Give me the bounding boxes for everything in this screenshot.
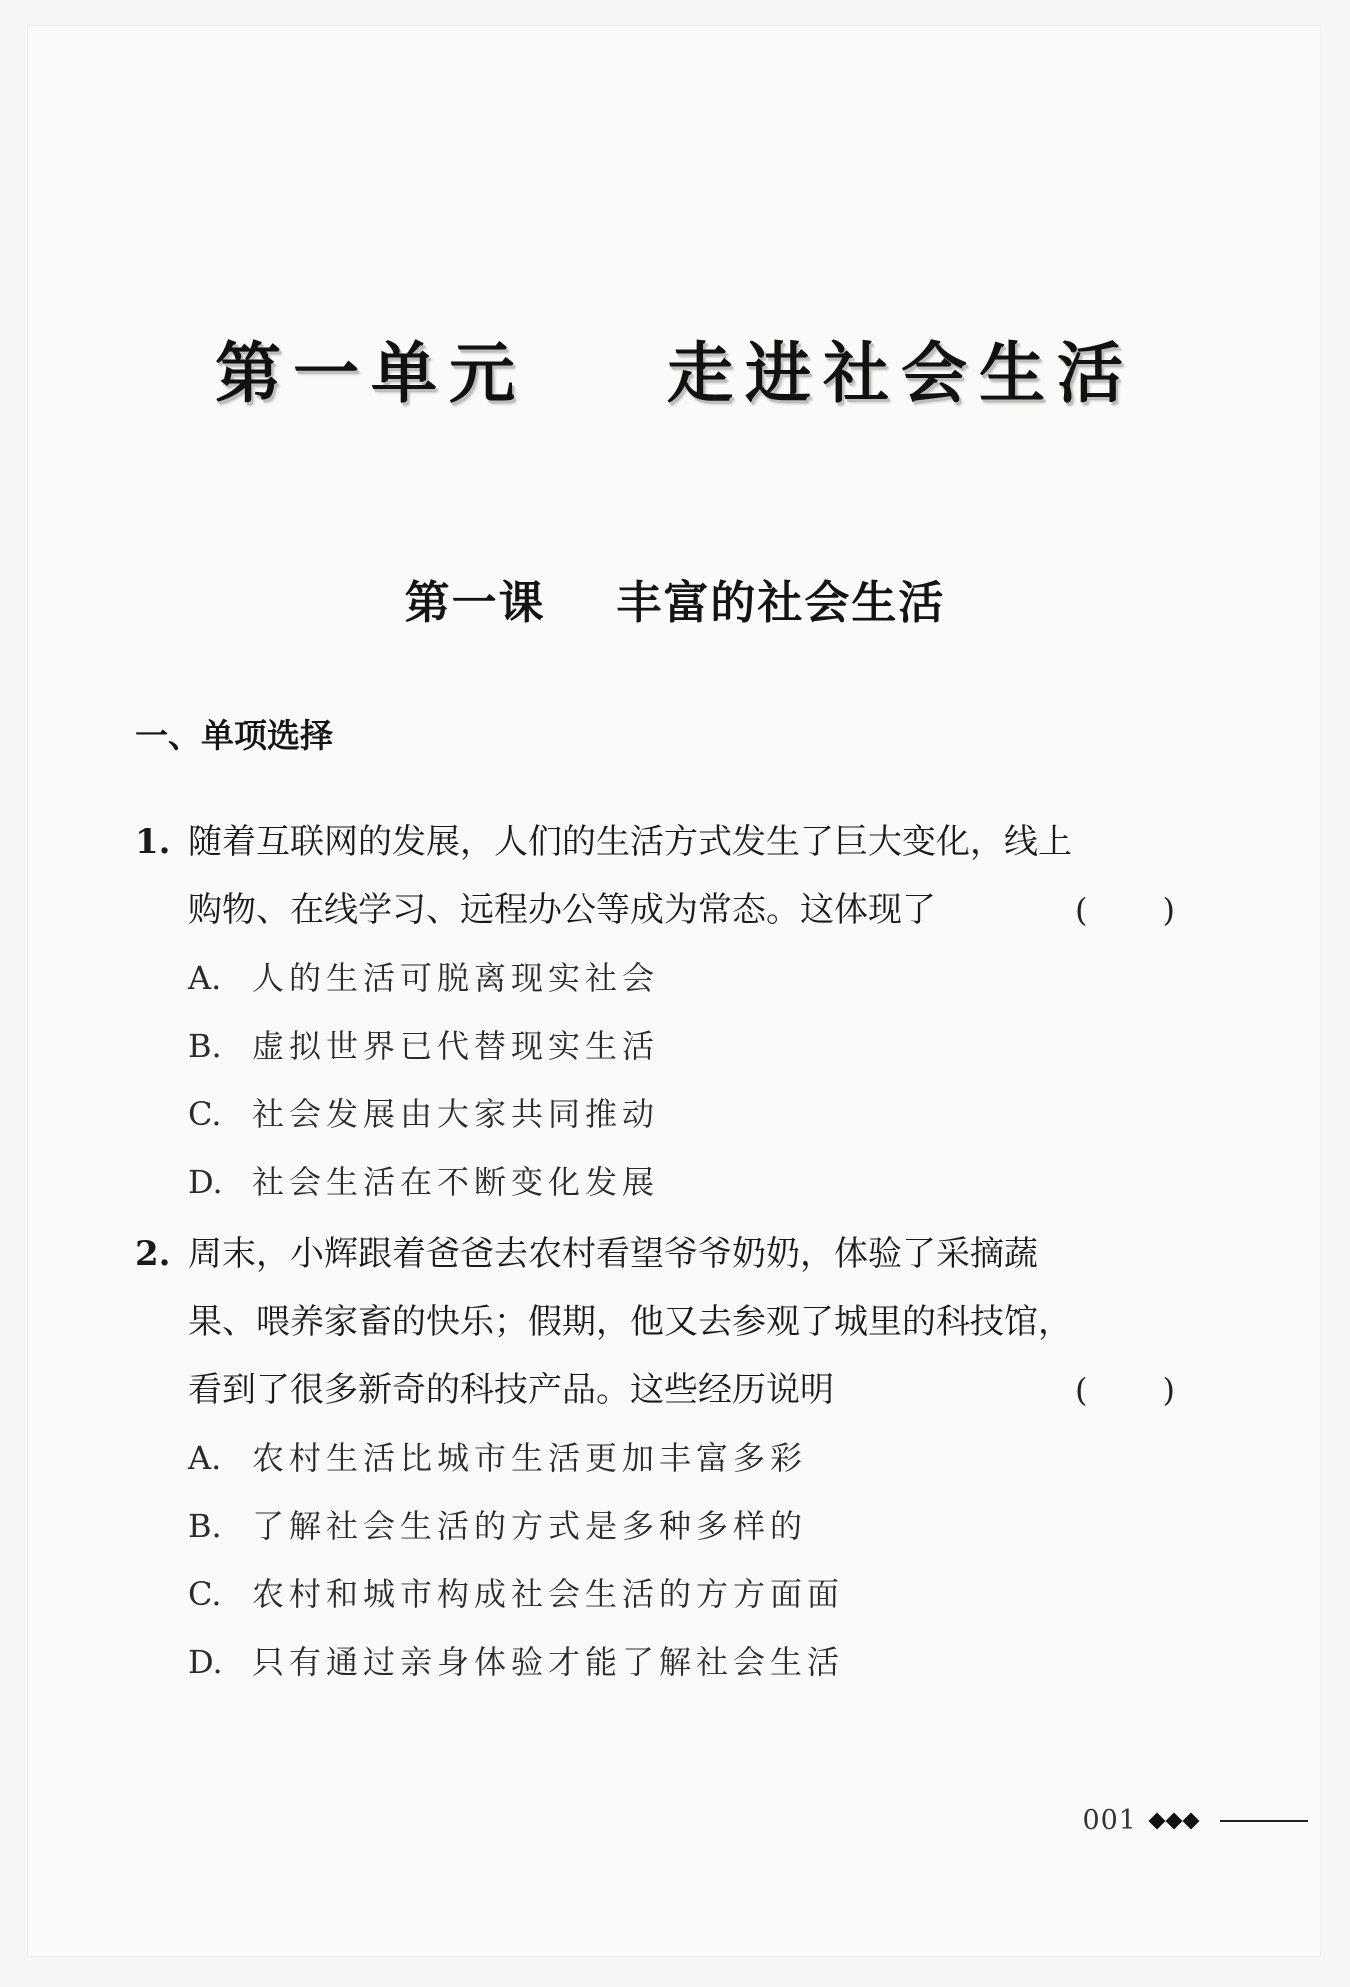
- diamond-icon: [1183, 1812, 1200, 1829]
- option-text: 社会发展由大家共同推动: [252, 1095, 660, 1133]
- section-heading: 一、单项选择: [135, 716, 333, 755]
- option-text: 只有通过亲身体验才能了解社会生活: [252, 1643, 845, 1681]
- option-text: 虚拟世界已代替现实生活: [252, 1027, 660, 1065]
- diamond-icon: [1166, 1812, 1183, 1829]
- question-number: 2.: [135, 1234, 171, 1274]
- question-1: [135, 808, 1175, 1216]
- option-text: 社会生活在不断变化发展: [252, 1163, 660, 1201]
- option-letter: A.: [188, 1439, 222, 1477]
- option-b[interactable]: [188, 1012, 1175, 1080]
- option-d[interactable]: [188, 1628, 1175, 1696]
- option-list: [135, 1424, 1175, 1696]
- page-footer: [1082, 1805, 1308, 1836]
- question-number: 1.: [135, 822, 171, 862]
- diamond-icon: [1149, 1812, 1166, 1829]
- question-stem-line: 购物、在线学习、远程办公等成为常态。这体现了: [188, 890, 936, 930]
- page-number: 001: [1082, 1805, 1137, 1836]
- option-text: 农村和城市构成社会生活的方方面面: [252, 1575, 845, 1613]
- answer-close-paren: ): [1162, 1371, 1175, 1409]
- question-stem: [135, 808, 1175, 944]
- option-list: [135, 944, 1175, 1216]
- option-text: 了解社会生活的方式是多种多样的: [252, 1507, 808, 1545]
- lesson-title: 第一课 丰富的社会生活: [404, 576, 946, 629]
- answer-open-paren: (: [1075, 891, 1088, 929]
- option-a[interactable]: [188, 1424, 1175, 1492]
- option-b[interactable]: [188, 1492, 1175, 1560]
- option-letter: B.: [188, 1027, 222, 1065]
- option-letter: D.: [188, 1643, 223, 1681]
- question-stem: [135, 1220, 1175, 1424]
- option-d[interactable]: [188, 1148, 1175, 1216]
- question-stem-line: 果、喂养家畜的快乐；假期，他又去参观了城里的科技馆，: [188, 1302, 1072, 1342]
- footer-rule: [1220, 1820, 1308, 1822]
- answer-open-paren: (: [1075, 1371, 1088, 1409]
- option-text: 人的生活可脱离现实社会: [252, 959, 660, 997]
- option-a[interactable]: [188, 944, 1175, 1012]
- option-letter: D.: [188, 1163, 223, 1201]
- question-stem-line: 周末，小辉跟着爸爸去农村看望爷爷奶奶，体验了采摘蔬: [188, 1234, 1038, 1274]
- option-text: 农村生活比城市生活更加丰富多彩: [252, 1439, 808, 1477]
- question-2: [135, 1220, 1175, 1696]
- option-c[interactable]: [188, 1080, 1175, 1148]
- option-letter: A.: [188, 959, 222, 997]
- option-c[interactable]: [188, 1560, 1175, 1628]
- diamond-ornament-icon: [1151, 1815, 1202, 1827]
- answer-close-paren: ): [1162, 891, 1175, 929]
- answer-blank[interactable]: [1075, 876, 1175, 944]
- option-letter: C.: [188, 1575, 222, 1613]
- option-letter: B.: [188, 1507, 222, 1545]
- answer-blank[interactable]: [1075, 1356, 1175, 1424]
- question-stem-line: 看到了很多新奇的科技产品。这些经历说明: [188, 1370, 834, 1410]
- unit-title: 第一单元 走进社会生活: [215, 334, 1135, 412]
- option-letter: C.: [188, 1095, 222, 1133]
- question-stem-line: 随着互联网的发展，人们的生活方式发生了巨大变化，线上: [188, 822, 1072, 862]
